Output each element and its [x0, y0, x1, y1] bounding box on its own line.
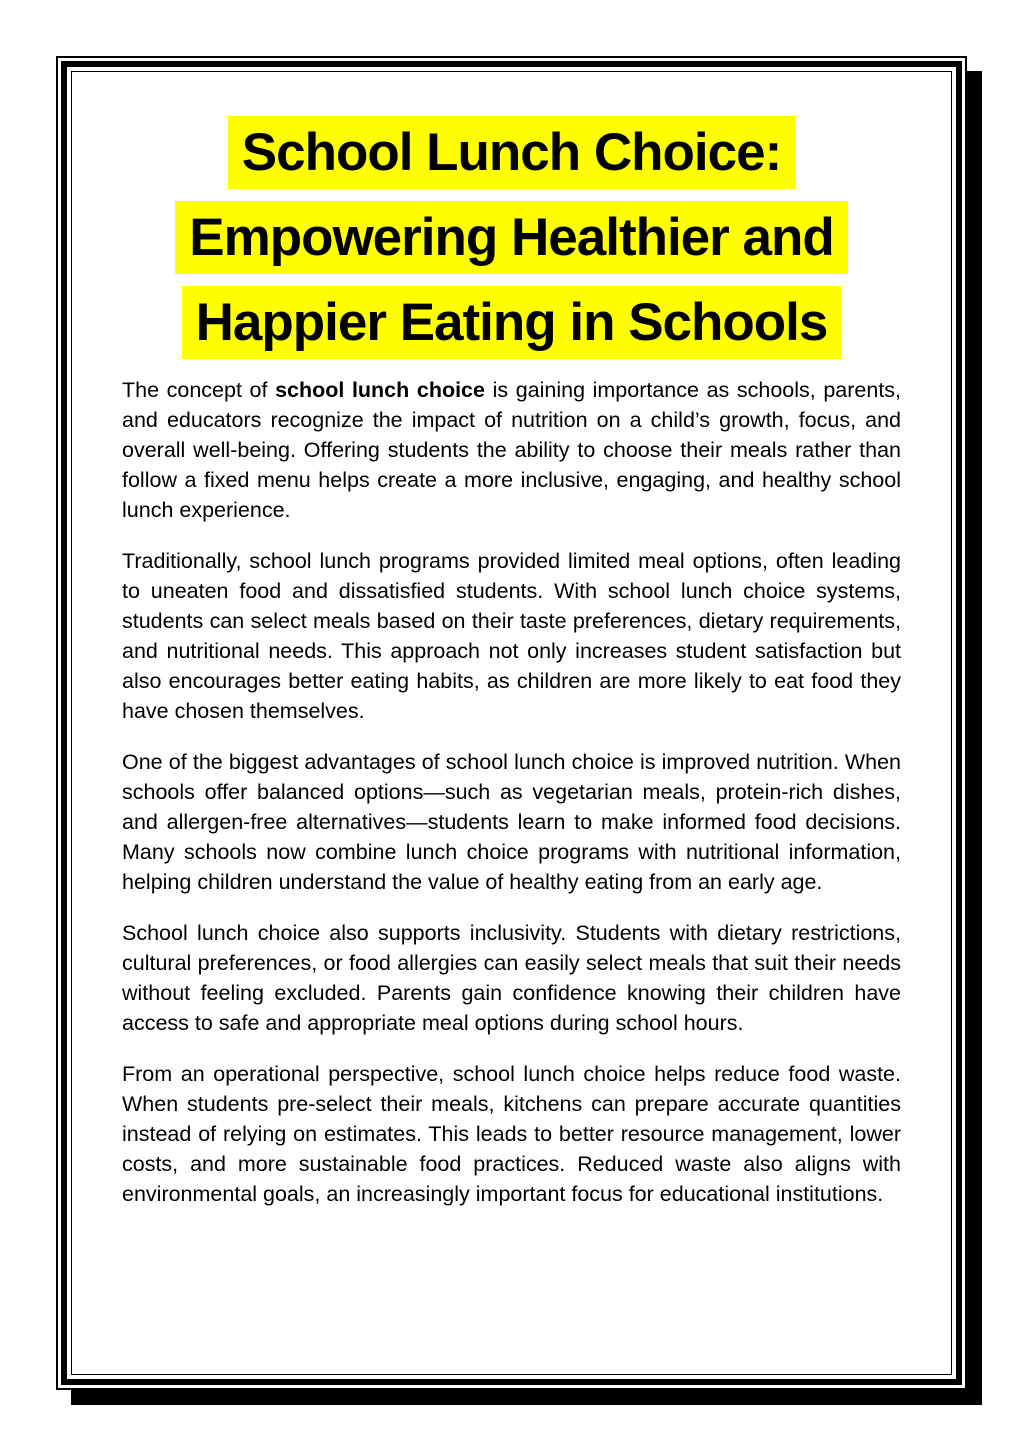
- title-row-2: [122, 201, 901, 274]
- decorative-border-outer: [56, 56, 967, 1390]
- paragraph-5: From an operational perspective, school lunch choice helps reduce food waste. When students pre-select their meals, kitchens can prepare accurate quantities instead of relying on estimates. This leads to better resource management, lower costs, and more sustainable food practices. Reduced waste also aligns with environmental goals, an increasingly important focus for educational institutions.: [122, 1062, 901, 1206]
- paragraph-2: Traditionally, school lunch programs provided limited meal options, often leading to uneaten food and dissatisfied students. With school lunch choice systems, students can select meals based on their taste preferences, dietary requirements, and nutritional needs. This approach not only increases student satisfaction but also encourages better eating habits, as children are more likely to eat food they have chosen themselves.: [122, 549, 901, 723]
- paragraph-1: [122, 375, 901, 525]
- paragraph-3: One of the biggest advantages of school lunch choice is improved nutrition. When schools offer balanced options—such as vegetarian meals, protein-rich dishes, and allergen-free alternatives—students learn to make informed food decisions. Many schools now combine lunch choice programs with nutritional information, helping children understand the value of healthy eating from an early age.: [122, 750, 901, 894]
- title-line-1: School Lunch Choice:: [228, 116, 795, 189]
- paragraph-4: School lunch choice also supports inclusivity. Students with dietary restrictions, cultural preferences, or food allergies can easily select meals that suit their needs without feeling excluded. Parents gain confidence knowing their children have access to safe and appropriate meal options during school hours.: [122, 921, 901, 1035]
- document-title: [122, 116, 901, 359]
- title-row-3: [122, 286, 901, 359]
- decorative-border-inner: [71, 71, 952, 1375]
- title-line-3: Happier Eating in Schools: [182, 286, 842, 359]
- paragraph-1-bold-phrase: school lunch choice: [275, 378, 485, 402]
- document-body: [122, 375, 901, 1209]
- paragraph-1-prefix: The concept of: [122, 378, 276, 402]
- title-line-2: Empowering Healthier and: [175, 201, 848, 274]
- decorative-border-thick: [61, 61, 962, 1385]
- paragraph-1-suffix: is gaining importance as schools, parents, and educators recognize the impact of nutrition on a child’s growth, focus, and overall well-being. Offering students the ability to choose their meals rather than follow a fixed menu helps create a more inclusive, engaging, and healthy school lunch experience.: [122, 378, 902, 522]
- title-row-1: [122, 116, 901, 189]
